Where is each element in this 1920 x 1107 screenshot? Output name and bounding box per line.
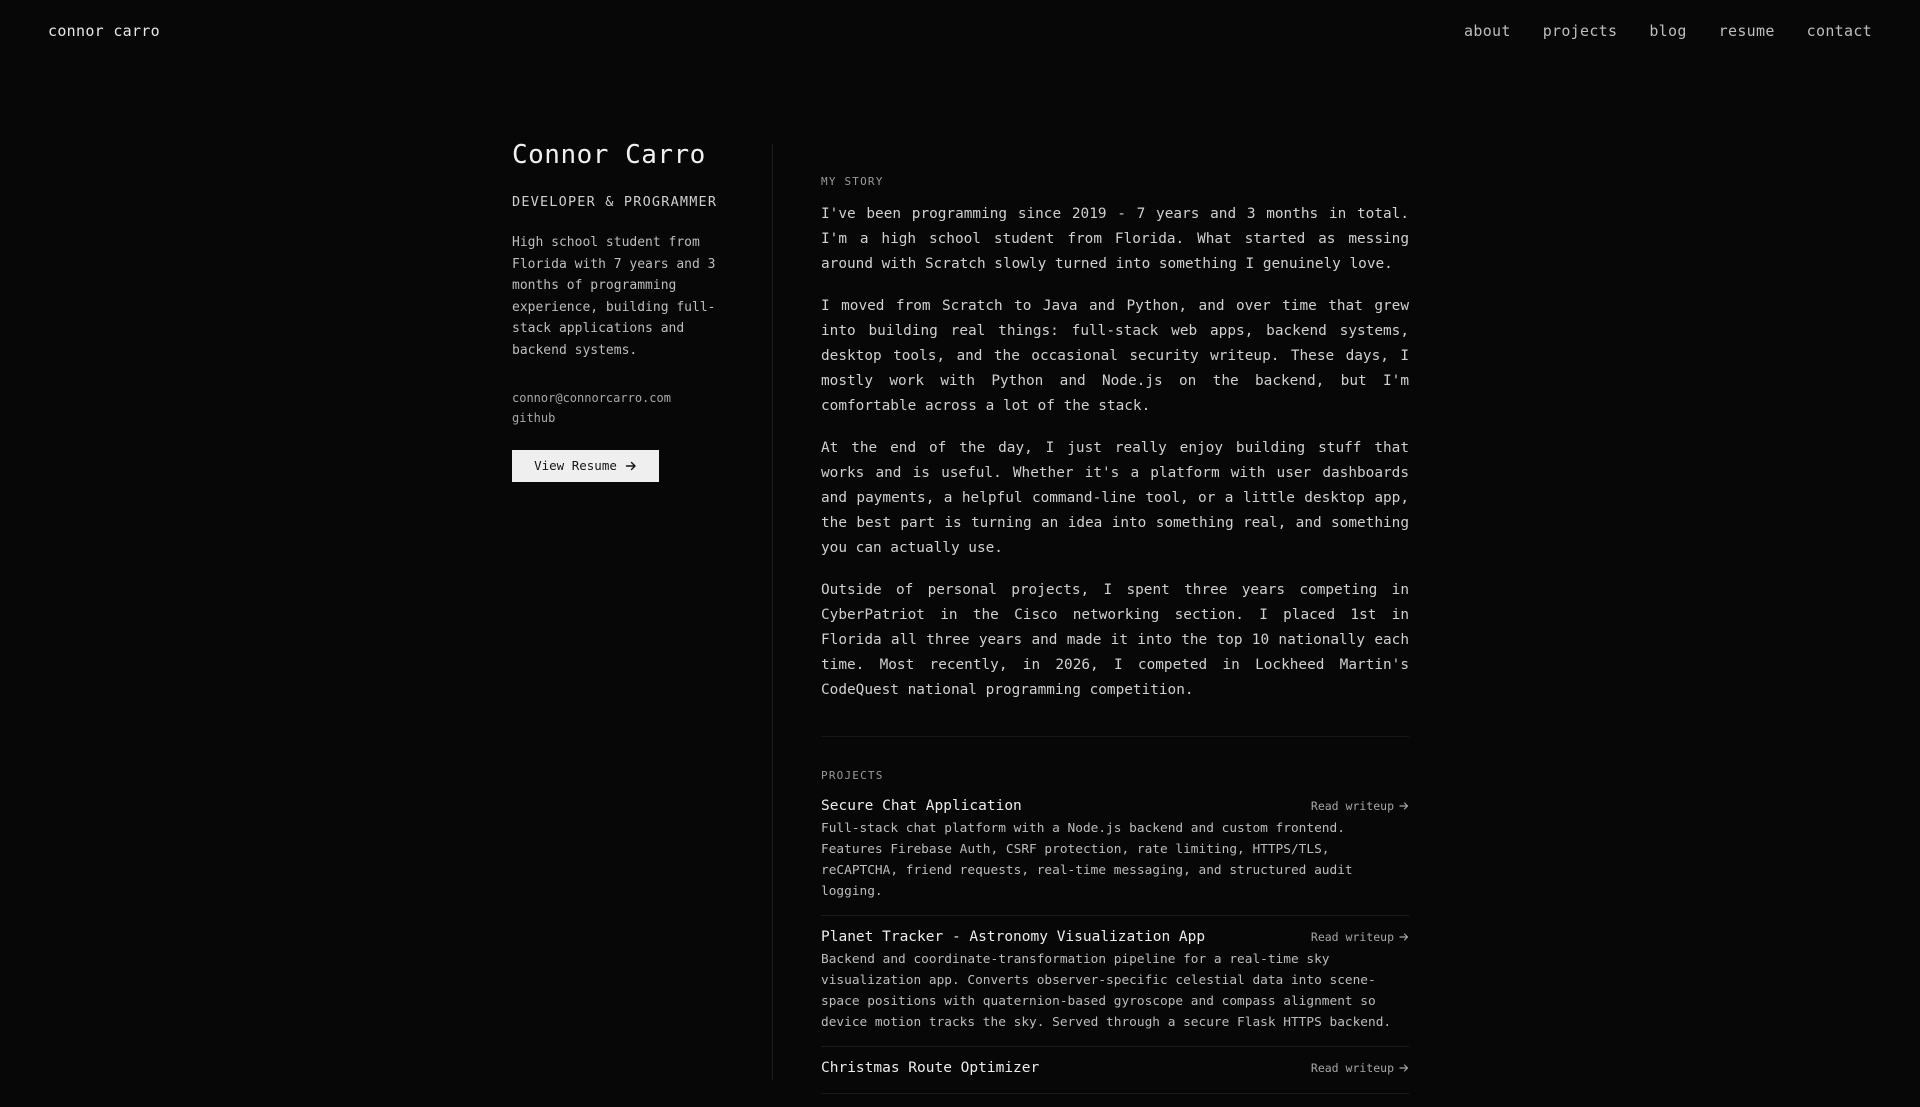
- project-title[interactable]: Secure Chat Application: [821, 797, 1022, 814]
- read-writeup-label: Read writeup: [1310, 1060, 1394, 1075]
- arrow-right-icon: [1399, 932, 1409, 942]
- brand-link[interactable]: connor carro: [48, 22, 160, 40]
- section-divider: [821, 736, 1409, 737]
- read-writeup-label: Read writeup: [1310, 929, 1394, 944]
- view-resume-button[interactable]: [512, 450, 659, 482]
- arrow-right-icon: [1399, 1063, 1409, 1073]
- column-divider: [772, 144, 773, 1080]
- projects-heading: PROJECTS: [821, 768, 884, 782]
- email-link[interactable]: connor@connorcarro.com: [512, 390, 671, 405]
- profile-bio: High school student from Florida with 7 years and 3 months of programming experience, building full-stack applications and backend systems.: [512, 235, 716, 358]
- project-item: [821, 1060, 1409, 1094]
- profile-name: Connor Carro: [512, 140, 706, 170]
- profile-links: [512, 388, 742, 428]
- project-title[interactable]: Planet Tracker - Astronomy Visualization App: [821, 928, 1206, 945]
- nav-about[interactable]: about: [1464, 22, 1511, 40]
- main-content: [821, 175, 1409, 1107]
- main-nav: [1464, 22, 1872, 40]
- story-paragraph: I moved from Scratch to Java and Python, and over time that grew into building real things: full-stack web apps, backend systems, desktop tools, and the occasional security writeup. These days, I mostly work with Python and Node.js on the backend, but I'm comfortable across a lot of the stack.: [821, 297, 1409, 415]
- site-header: [0, 0, 1920, 64]
- read-writeup-link[interactable]: [1311, 799, 1409, 813]
- arrow-right-icon: [625, 460, 637, 472]
- nav-blog[interactable]: blog: [1649, 22, 1687, 40]
- read-writeup-link[interactable]: [1311, 930, 1409, 944]
- nav-contact[interactable]: contact: [1806, 22, 1872, 40]
- story-heading: MY STORY: [821, 175, 884, 188]
- github-link[interactable]: github: [512, 410, 556, 425]
- profile-sidebar: [512, 140, 742, 482]
- story-paragraph: I've been programming since 2019 - 7 years and 3 months in total. I'm a high school student from Florida. What started as messing around with Scratch slowly turned into something I genuinely love.: [821, 206, 1409, 273]
- story-paragraph: Outside of personal projects, I spent three years competing in CyberPatriot in the Cisco networking section. I placed 1st in Florida all three years and made it into the top 10 nationally each time. Most recently, in 2026, I competed in Lockheed Martin's CodeQuest national programming competition.: [821, 581, 1409, 699]
- project-item: [821, 929, 1409, 1047]
- nav-resume[interactable]: resume: [1718, 22, 1775, 40]
- read-writeup-link[interactable]: [1311, 1061, 1409, 1075]
- project-title[interactable]: Christmas Route Optimizer: [821, 1059, 1040, 1076]
- my-story-section: [821, 175, 1409, 704]
- read-writeup-label: Read writeup: [1310, 798, 1394, 813]
- arrow-right-icon: [1399, 801, 1409, 811]
- profile-role: DEVELOPER & PROGRAMMER: [512, 194, 718, 210]
- view-resume-label: View Resume: [534, 458, 617, 474]
- nav-projects[interactable]: projects: [1542, 22, 1618, 40]
- project-description: Backend and coordinate-transformation pipeline for a real-time sky visualization app. Converts observer-specific celestial data into scene-space positions with quaternion-based gyroscope and compass alignment so device motion tracks the sky. Served through a secure Flask HTTPS backend.: [821, 951, 1392, 1030]
- story-paragraph: At the end of the day, I just really enjoy building stuff that works and is useful. Whether it's a platform with user dashboards and payments, a helpful command-line tool, or a little desktop app, the best part is turning an idea into something real, and something you can actually use.: [821, 439, 1409, 557]
- project-description: Full-stack chat platform with a Node.js backend and custom frontend. Features Firebase Auth, CSRF protection, rate limiting, HTTPS/TLS, reCAPTCHA, friend requests, real-time messaging, and structured audit logging.: [821, 820, 1353, 899]
- project-item: [821, 798, 1409, 916]
- projects-section: [821, 769, 1409, 1094]
